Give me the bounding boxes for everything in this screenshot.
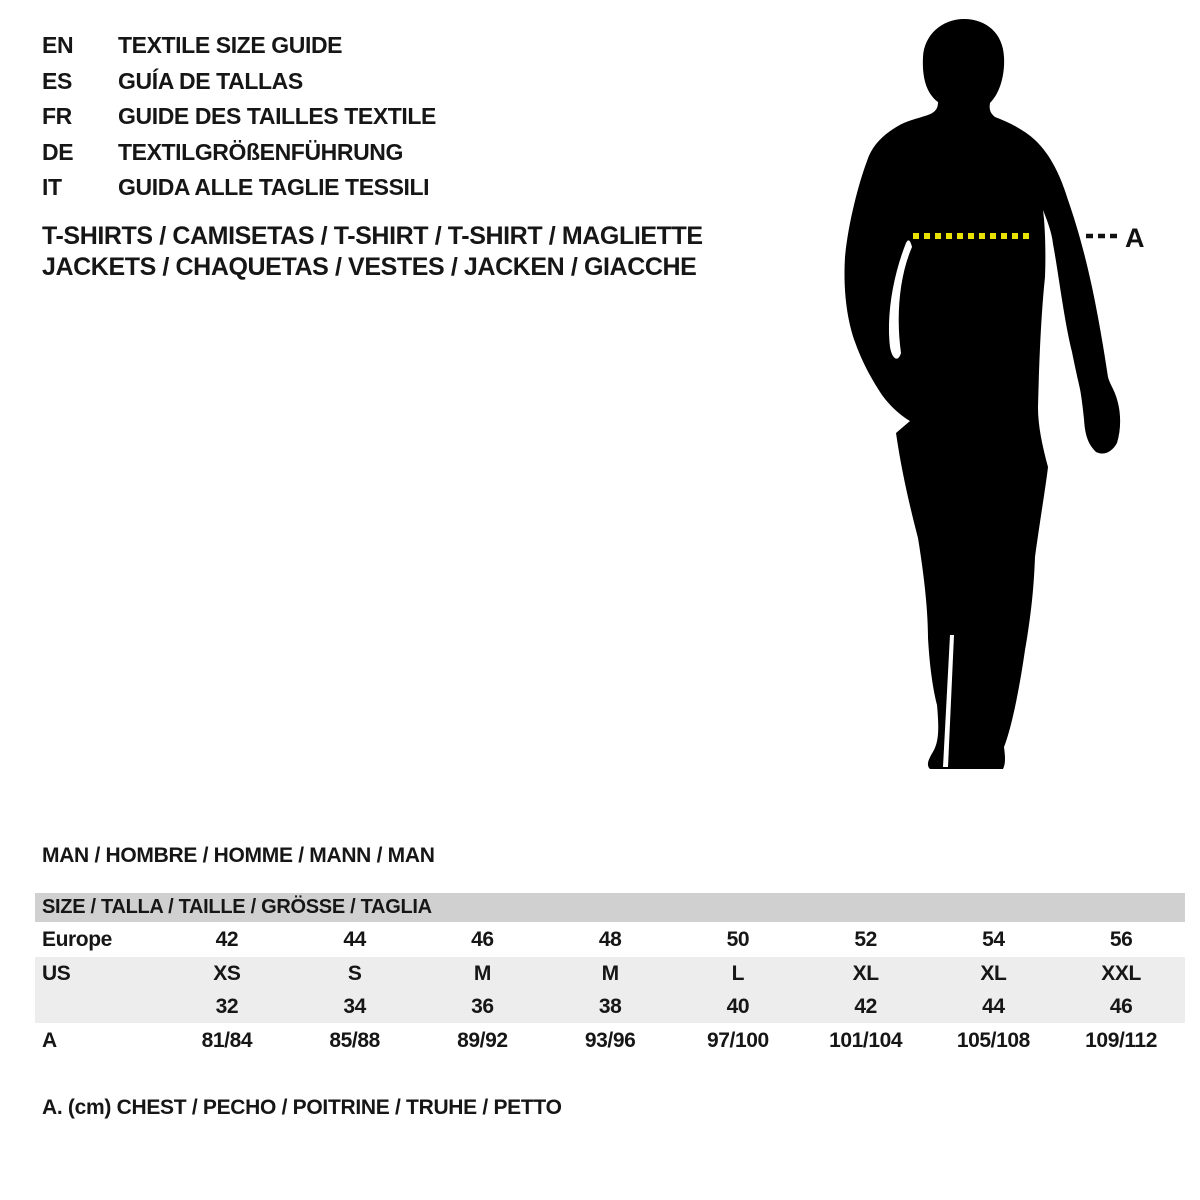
size-cell: XXL: [1057, 957, 1185, 990]
category-lines: [42, 221, 703, 283]
size-cell: 48: [598, 927, 622, 951]
body-silhouette: [820, 5, 1150, 790]
lang-code: IT: [42, 174, 62, 201]
language-list: [42, 28, 436, 206]
row-label: A: [42, 1029, 57, 1052]
man-silhouette-figure: [820, 5, 1150, 790]
size-cell: 36: [419, 990, 547, 1023]
size-cell: 34: [291, 990, 419, 1023]
category-line-tshirts: T-SHIRTS / CAMISETAS / T-SHIRT / T-SHIRT / MAGLIETTE: [42, 222, 703, 250]
size-cell: 44: [343, 927, 366, 951]
lang-label: GUÍA DE TALLAS: [118, 67, 303, 94]
size-table-header-row: [35, 893, 1185, 922]
size-cell: 109/112: [1085, 1029, 1158, 1052]
table-row-us: [35, 957, 1185, 990]
size-cell: 85/88: [329, 1029, 380, 1052]
measure-point-label: A: [1125, 223, 1145, 253]
size-cell: M: [419, 957, 547, 990]
size-cell: 50: [726, 927, 750, 951]
size-cell: 32: [163, 990, 291, 1023]
row-label: US: [35, 957, 163, 990]
table-row-numeric: [35, 990, 1185, 1023]
lang-row-es: [42, 64, 436, 100]
size-cell: 54: [982, 927, 1005, 951]
size-cell: 38: [546, 990, 674, 1023]
size-cell: 105/108: [956, 1029, 1030, 1052]
table-row-chest-cm: [35, 1023, 1185, 1059]
lang-row-de: [42, 135, 436, 171]
size-cell: 101/104: [829, 1029, 903, 1052]
lang-label: GUIDE DES TAILLES TEXTILE: [118, 103, 436, 130]
size-cell: 56: [1109, 927, 1133, 951]
size-cell: 81/84: [201, 1029, 253, 1052]
size-cell: 42: [802, 990, 930, 1023]
size-cell: 40: [674, 990, 802, 1023]
size-cell: L: [674, 957, 802, 990]
lang-label: TEXTILGRÖßENFÜHRUNG: [118, 138, 403, 165]
size-table: [35, 893, 1185, 1059]
lang-row-it: [42, 170, 436, 206]
size-cell: M: [546, 957, 674, 990]
table-row-europe: [35, 922, 1185, 957]
size-cell: XS: [163, 957, 291, 990]
size-cell: XL: [802, 957, 930, 990]
row-label: Europe: [42, 927, 112, 951]
lang-row-en: [42, 28, 436, 64]
size-cell: 46: [471, 927, 494, 951]
silhouette-body-path: [844, 19, 1120, 769]
size-cell: S: [291, 957, 419, 990]
section-title: MAN / HOMBRE / HOMME / MANN / MAN: [42, 844, 435, 867]
lang-row-fr: [42, 99, 436, 135]
lang-code: FR: [42, 103, 72, 130]
size-cell: 46: [1057, 990, 1185, 1023]
size-cell: 89/92: [457, 1029, 508, 1052]
lang-label: TEXTILE SIZE GUIDE: [118, 32, 343, 59]
size-cell: 42: [215, 927, 239, 951]
size-cell: XL: [930, 957, 1058, 990]
size-cell: 44: [930, 990, 1058, 1023]
footnote: A. (cm) CHEST / PECHO / POITRINE / TRUHE / PETTO: [42, 1096, 562, 1119]
row-label: [35, 990, 163, 1023]
lang-code: ES: [42, 67, 72, 94]
category-line-jackets: JACKETS / CHAQUETAS / VESTES / JACKEN / GIACCHE: [42, 253, 697, 281]
size-cell: 52: [854, 927, 877, 951]
lang-code: EN: [42, 32, 74, 59]
lang-code: DE: [42, 138, 74, 165]
size-cell: 93/96: [584, 1029, 636, 1052]
lang-label: GUIDA ALLE TAGLIE TESSILI: [118, 174, 430, 201]
size-table-header: SIZE / TALLA / TAILLE / GRÖSSE / TAGLIA: [35, 893, 1185, 922]
size-cell: 97/100: [706, 1029, 769, 1052]
